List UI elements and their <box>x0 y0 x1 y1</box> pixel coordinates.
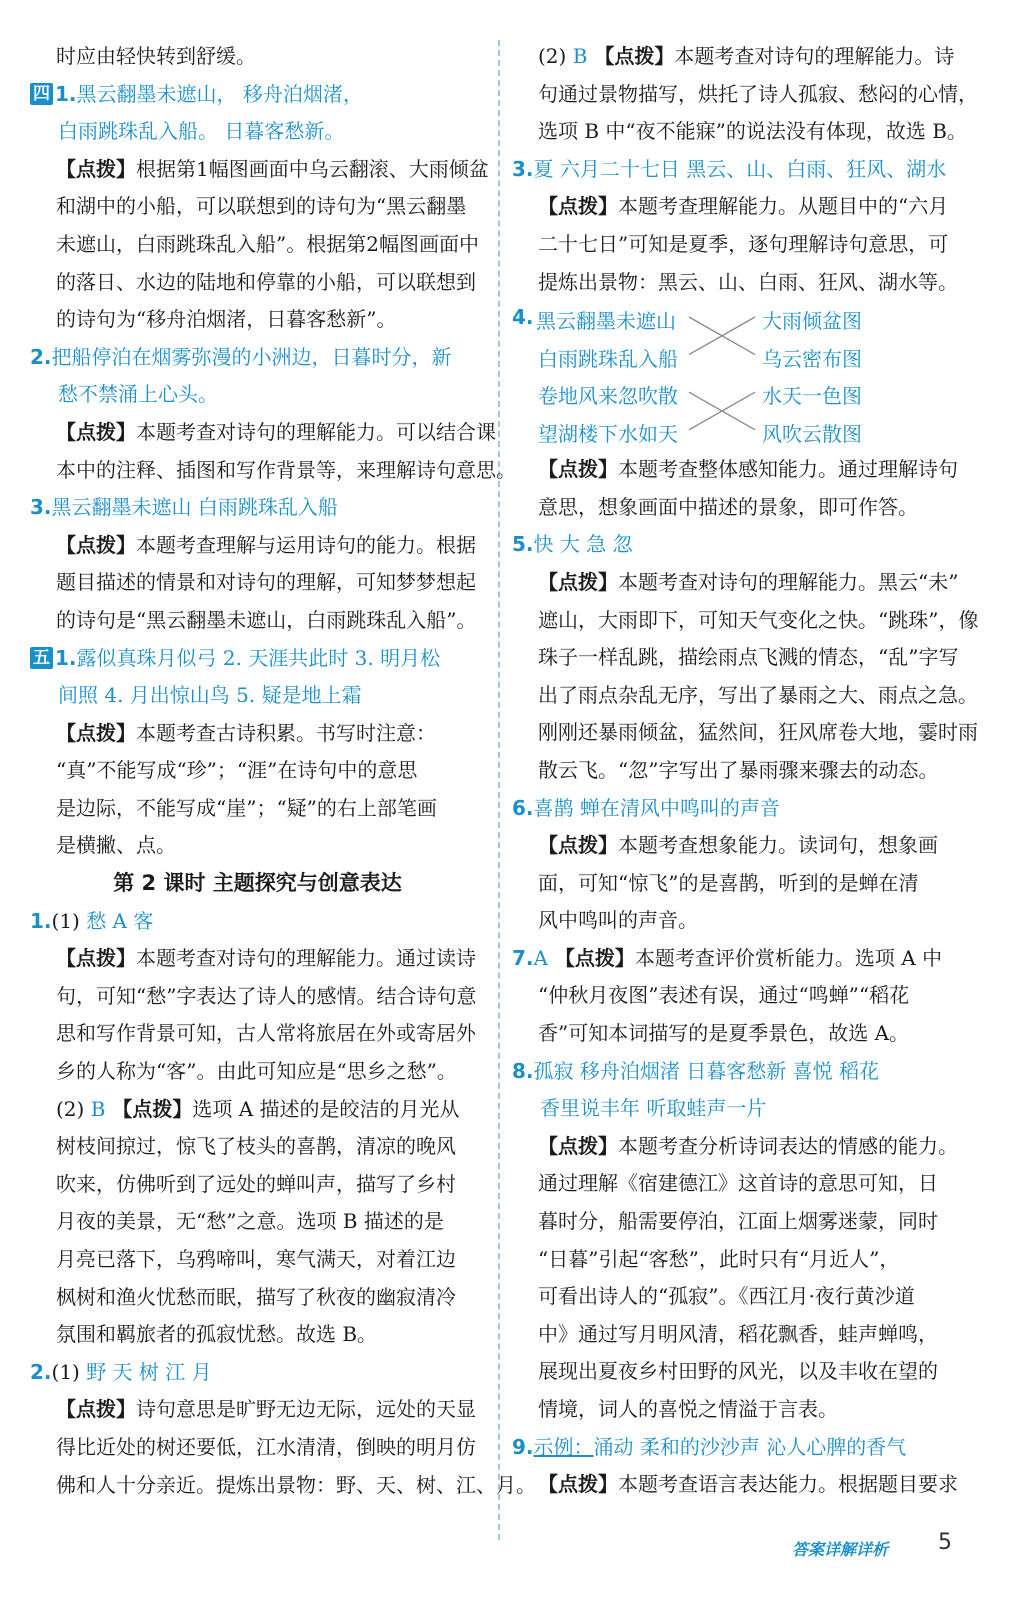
text-line <box>512 1053 970 1091</box>
page-footer <box>790 1530 990 1564</box>
text: 吹来，仿佛听到了远处的蝉叫声，描写了乡村 <box>56 1171 456 1196</box>
text: 的诗句是“黑云翻墨未遮山，白雨跳珠乱入船”。 <box>56 607 477 632</box>
text: 的落日、水边的陆地和停靠的小船，可以联想到 <box>56 269 476 294</box>
text: 展现出夏夜乡村田野的风光，以及丰收在望的 <box>538 1359 938 1384</box>
question-number: 1. <box>55 81 77 106</box>
answer-text: 喜鹊 蝉在清风中鸣叫的声音 <box>533 795 780 820</box>
text-line <box>30 827 485 865</box>
text: 刚刚还暴雨倾盆，猛然间，狂风席卷大地，霎时雨 <box>538 720 978 745</box>
text: 佛和人十分亲近。提炼出景物：野、天、树、江、月。 <box>56 1472 536 1497</box>
text-line <box>30 76 485 114</box>
text-line <box>512 188 970 226</box>
text-line <box>512 865 970 903</box>
text-line <box>512 1203 970 1241</box>
section-badge: 四 <box>30 83 53 105</box>
text-line <box>512 1090 970 1128</box>
text: 出了雨点杂乱无序，写出了暴雨之大、雨点之急。 <box>538 682 978 707</box>
tip-label: 【点拨】 <box>547 945 635 970</box>
text: “真”不能写成“珍”；“涯”在诗句中的意思 <box>56 758 418 783</box>
match-left-item: 卷地风来忽吹散 <box>538 384 678 409</box>
question-number: 5. <box>512 532 534 557</box>
text: “日暮”引起“客愁”，此时只有“月近人”， <box>538 1246 900 1271</box>
text-line <box>30 264 485 302</box>
match-left-item: 黑云翻墨未遮山 <box>536 309 676 334</box>
right-column-continued <box>512 451 979 1504</box>
text-line <box>512 827 970 865</box>
text-line <box>30 1316 485 1354</box>
tip-text: 本题考查理解与运用诗句的能力。根据 <box>136 532 476 557</box>
text-line <box>512 1429 970 1467</box>
answer-text: 愁 A 客 <box>86 908 154 933</box>
text: 乡的人称为“客”。由此可知应是“思乡之愁”。 <box>56 1059 457 1084</box>
tip-text: 本题考查对诗句的理解能力。黑云“未” <box>618 569 959 594</box>
text: (2) <box>56 1096 91 1121</box>
tip-label: 【点拨】 <box>587 44 675 68</box>
answer-text: 快 大 急 忽 <box>533 532 633 557</box>
tip-label: 【点拨】 <box>56 156 136 181</box>
text: 和湖中的小船，可以联想到的诗句为“黑云翻墨 <box>56 194 467 219</box>
tip-text: 本题考查对诗句的理解能力。诗 <box>674 44 955 68</box>
tip-label: 【点拨】 <box>538 457 618 482</box>
text: 通过理解《宿建德江》这首诗的意思可知，日 <box>538 1171 938 1196</box>
tip-text: 本题考查对诗句的理解能力。通过读诗 <box>136 946 476 971</box>
text-line <box>30 527 485 565</box>
text: 暮时分，船需要停泊，江面上烟雾迷蒙，同时 <box>538 1209 938 1234</box>
text-line <box>512 113 970 151</box>
text-line <box>30 188 485 226</box>
right-column <box>512 38 979 1504</box>
page-number: 5 <box>938 1530 952 1555</box>
text: 风中鸣叫的声音。 <box>538 908 698 933</box>
text-line <box>512 677 978 715</box>
text: 时应由轻快转到舒缓。 <box>56 44 256 68</box>
tip-label: 【点拨】 <box>538 569 618 594</box>
answer-text: 黑云翻墨未遮山 白雨跳珠乱入船 <box>51 495 338 520</box>
text-line <box>30 1241 485 1279</box>
text: “仲秋月夜图”表述有误，通过“鸣蝉”“稻花 <box>538 983 910 1008</box>
match-right-item: 水天一色图 <box>762 384 862 409</box>
question-number: 1. <box>30 908 52 933</box>
text-line <box>30 339 485 377</box>
match-left-item: 白雨跳珠乱入船 <box>538 346 678 371</box>
question-number: 4. <box>512 305 534 330</box>
text-line <box>512 1278 970 1316</box>
tip-text: 本题考查分析诗词表达的情感的能力。 <box>618 1133 958 1158</box>
match-left-item: 望湖楼下水如天 <box>538 421 678 446</box>
text-line <box>512 226 970 264</box>
tip-label: 【点拨】 <box>56 419 136 444</box>
text-line <box>512 752 970 790</box>
tip-label: 【点拨】 <box>538 833 618 858</box>
answer-text: 白雨跳珠乱入船。 日暮客愁新。 <box>58 119 345 144</box>
answer-text: 涌动 柔和的沙沙声 沁人心脾的香气 <box>593 1434 907 1459</box>
text-line <box>30 1429 485 1467</box>
text: 树枝间掠过，惊飞了枝头的喜鹊，清凉的晚风 <box>56 1134 456 1159</box>
text-line <box>30 1166 485 1204</box>
text: 氛围和羁旅者的孤寂忧愁。故选 B。 <box>56 1322 378 1347</box>
text-line <box>512 902 970 940</box>
text-line <box>512 1316 970 1354</box>
text-line <box>30 1053 485 1091</box>
text-line <box>512 264 970 302</box>
text-line <box>30 414 496 452</box>
text-line <box>30 1015 485 1053</box>
text: (1) <box>51 1359 87 1384</box>
text: 思和写作背景可知，古人常将旅居在外或寄居外 <box>56 1021 476 1046</box>
text: 得比近处的树还要低，江水清清，倒映的明月仿 <box>56 1434 476 1459</box>
tip-text: 诗句意思是旷野无边无际，远处的天显 <box>136 1397 476 1422</box>
text: 本中的注释、插图和写作背景等，来理解诗句意思。 <box>56 457 516 482</box>
text-line <box>30 715 485 753</box>
text-line <box>30 489 485 527</box>
text-line <box>512 639 970 677</box>
answer-text: B <box>90 1096 106 1121</box>
text-line <box>30 1354 485 1392</box>
text: 是横撇、点。 <box>56 833 176 858</box>
question-number: 3. <box>512 156 534 181</box>
text-line <box>512 151 970 189</box>
text-line <box>30 1279 485 1317</box>
tip-label: 【点拨】 <box>105 1096 193 1121</box>
text: 月夜的美景，无“愁”之意。选项 B 描述的是 <box>56 1209 444 1234</box>
tip-label: 【点拨】 <box>56 532 136 557</box>
text-line <box>30 602 485 640</box>
match-right-item: 大雨倾盆图 <box>762 309 862 334</box>
text-line <box>30 376 485 414</box>
text-line <box>512 1353 970 1391</box>
text-line <box>30 1091 485 1129</box>
question-number: 6. <box>512 795 534 820</box>
tip-label: 【点拨】 <box>538 1133 618 1158</box>
text-line <box>512 1128 970 1166</box>
text: 二十七日”可知是夏季，逐句理解诗句意思，可 <box>538 231 949 256</box>
answer-text: 间照 4. 月出惊山鸟 5. 疑是地上霜 <box>58 683 362 708</box>
text-line <box>30 640 485 678</box>
answer-text: 香里说丰年 听取蛙声一片 <box>540 1096 767 1121</box>
text-line <box>512 1391 970 1429</box>
text-line <box>30 1203 485 1241</box>
text: 选项 B 中“夜不能寐”的说法没有体现，故选 B。 <box>538 119 967 144</box>
text-line <box>512 489 970 527</box>
text-line <box>30 452 516 490</box>
text-line <box>30 903 485 941</box>
tip-text: 本题考查想象能力。读词句，想象画 <box>618 833 938 858</box>
text: 未遮山，白雨跳珠乱入船”。根据第2幅图画面中 <box>56 231 479 256</box>
text: 珠子一样乱跳，描绘雨点飞溅的情态，“乱”字写 <box>538 645 959 670</box>
answer-text: 野 天 树 江 月 <box>86 1359 212 1384</box>
question-number: 2. <box>30 1359 52 1384</box>
text-line <box>30 151 489 189</box>
answer-text: 黑云翻墨未遮山， 移舟泊烟渚， <box>76 81 363 106</box>
footer-title: 答案详解详析 <box>792 1540 889 1559</box>
text-line <box>512 602 979 640</box>
text: (2) <box>538 44 573 68</box>
answer-text: 愁不禁涌上心头。 <box>58 382 218 407</box>
match-right-item: 乌云密布图 <box>762 346 862 371</box>
text-line <box>512 564 970 602</box>
question-number: 7. <box>512 945 534 970</box>
answer-text: 孤寂 移舟泊烟渚 日暮客愁新 喜悦 稻花 <box>533 1058 879 1083</box>
text-line <box>30 564 485 602</box>
text: 句通过景物描写，烘托了诗人孤寂、愁闷的心情， <box>538 81 978 106</box>
tip-label: 【点拨】 <box>56 720 136 745</box>
column-divider <box>498 40 500 1540</box>
text: 枫树和渔火忧愁而眠，描写了秋夜的幽寂清冷 <box>56 1284 456 1309</box>
text-line <box>30 1467 536 1505</box>
text-line <box>30 1391 485 1429</box>
question-number: 8. <box>512 1058 534 1083</box>
tip-text: 本题考查对诗句的理解能力。可以结合课 <box>136 419 496 444</box>
text: 意思，想象画面中描述的景象，即可作答。 <box>538 494 918 519</box>
tip-text: 本题考查评价赏析能力。选项 A 中 <box>634 945 943 970</box>
tip-text: 本题考查理解能力。从题目中的“六月 <box>618 194 949 219</box>
text-line <box>30 301 485 339</box>
text-line <box>512 451 970 489</box>
text: 香”可知本词描写的是夏季景色，故选 A。 <box>538 1021 910 1046</box>
tip-text: 根据第1幅图画面中乌云翻滚、大雨倾盆 <box>136 156 489 181</box>
text: 提炼出景物：黑云、山、白雨、狂风、湖水等。 <box>538 269 958 294</box>
tip-text: 选项 A 描述的是皎洁的月光从 <box>192 1096 460 1121</box>
text-line <box>30 978 485 1016</box>
text: (1) <box>51 908 87 933</box>
tip-label: 【点拨】 <box>56 946 136 971</box>
text: 面，可知“惊飞”的是喜鹊，听到的是蝉在清 <box>538 870 919 895</box>
text-line <box>30 1128 485 1166</box>
text-line <box>512 1466 970 1504</box>
text: 散云飞。“忽”字写出了暴雨骤来骤去的动态。 <box>538 757 939 782</box>
answer-text: 露似真珠月似弓 2. 天涯共此时 3. 明月松 <box>76 645 441 670</box>
text: 是边际，不能写成“崖”；“疑”的右上部笔画 <box>56 795 437 820</box>
question-number: 3. <box>30 495 52 520</box>
text-line <box>30 677 485 715</box>
text-line <box>30 113 485 151</box>
section-badge: 五 <box>30 647 53 669</box>
text: 情境，词人的喜悦之情溢于言表。 <box>538 1397 838 1421</box>
question-number: 2. <box>30 344 52 369</box>
text: 的诗句为“移舟泊烟渚，日暮客愁新”。 <box>56 307 397 332</box>
question-number: 1. <box>55 645 77 670</box>
answer-text: 夏 六月二十七日 黑云、山、白雨、狂风、湖水 <box>533 156 947 181</box>
left-column <box>30 38 536 1504</box>
tip-text: 本题考查语言表达能力。根据题目要求 <box>618 1472 958 1497</box>
text-line <box>512 977 970 1015</box>
tip-text: 本题考查古诗积累。书写时注意： <box>136 720 436 745</box>
text-line <box>512 1015 970 1053</box>
text-line <box>30 752 485 790</box>
text-line <box>512 1165 970 1203</box>
text: 题目描述的情景和对诗句的理解，可知梦梦想起 <box>56 570 476 595</box>
text-line <box>512 1241 970 1279</box>
tip-text: 本题考查整体感知能力。通过理解诗句 <box>618 457 958 482</box>
text-line <box>512 714 978 752</box>
answer-text: A <box>533 945 548 970</box>
text-line <box>30 38 485 76</box>
text: 句，可知“愁”字表达了诗人的感情。结合诗句意 <box>56 983 477 1008</box>
text-line <box>30 790 485 828</box>
tip-label: 【点拨】 <box>56 1397 136 1422</box>
tip-label: 【点拨】 <box>538 1472 618 1497</box>
tip-label: 【点拨】 <box>538 194 618 219</box>
text-line <box>512 940 970 978</box>
example-label: 示例： <box>533 1434 594 1459</box>
text: 月亮已落下，乌鸦啼叫，寒气满天，对着江边 <box>56 1247 456 1271</box>
text-line <box>512 38 970 76</box>
text-line <box>512 76 978 114</box>
text-line <box>512 526 970 564</box>
match-right-item: 风吹云散图 <box>762 421 862 446</box>
answer-text: 把船停泊在烟雾弥漫的小洲边，日暮时分，新 <box>51 344 452 369</box>
matching-exercise <box>512 301 970 451</box>
text-line <box>30 940 485 978</box>
text: 遮山，大雨即下，可知天气变化之快。“跳珠”，像 <box>538 607 979 632</box>
text-line <box>512 790 970 828</box>
match-lines <box>687 301 757 451</box>
text: 可看出诗人的“孤寂”。《西江月·夜行黄沙道 <box>538 1284 915 1309</box>
answer-text: B <box>572 44 588 68</box>
section-heading <box>30 865 485 903</box>
text-line <box>30 226 485 264</box>
question-number: 9. <box>512 1434 534 1459</box>
heading-text: 第 2 课时 主题探究与创意表达 <box>113 871 402 896</box>
text: 中》通过写月明风清，稻花飘香，蛙声蝉鸣， <box>538 1321 938 1346</box>
